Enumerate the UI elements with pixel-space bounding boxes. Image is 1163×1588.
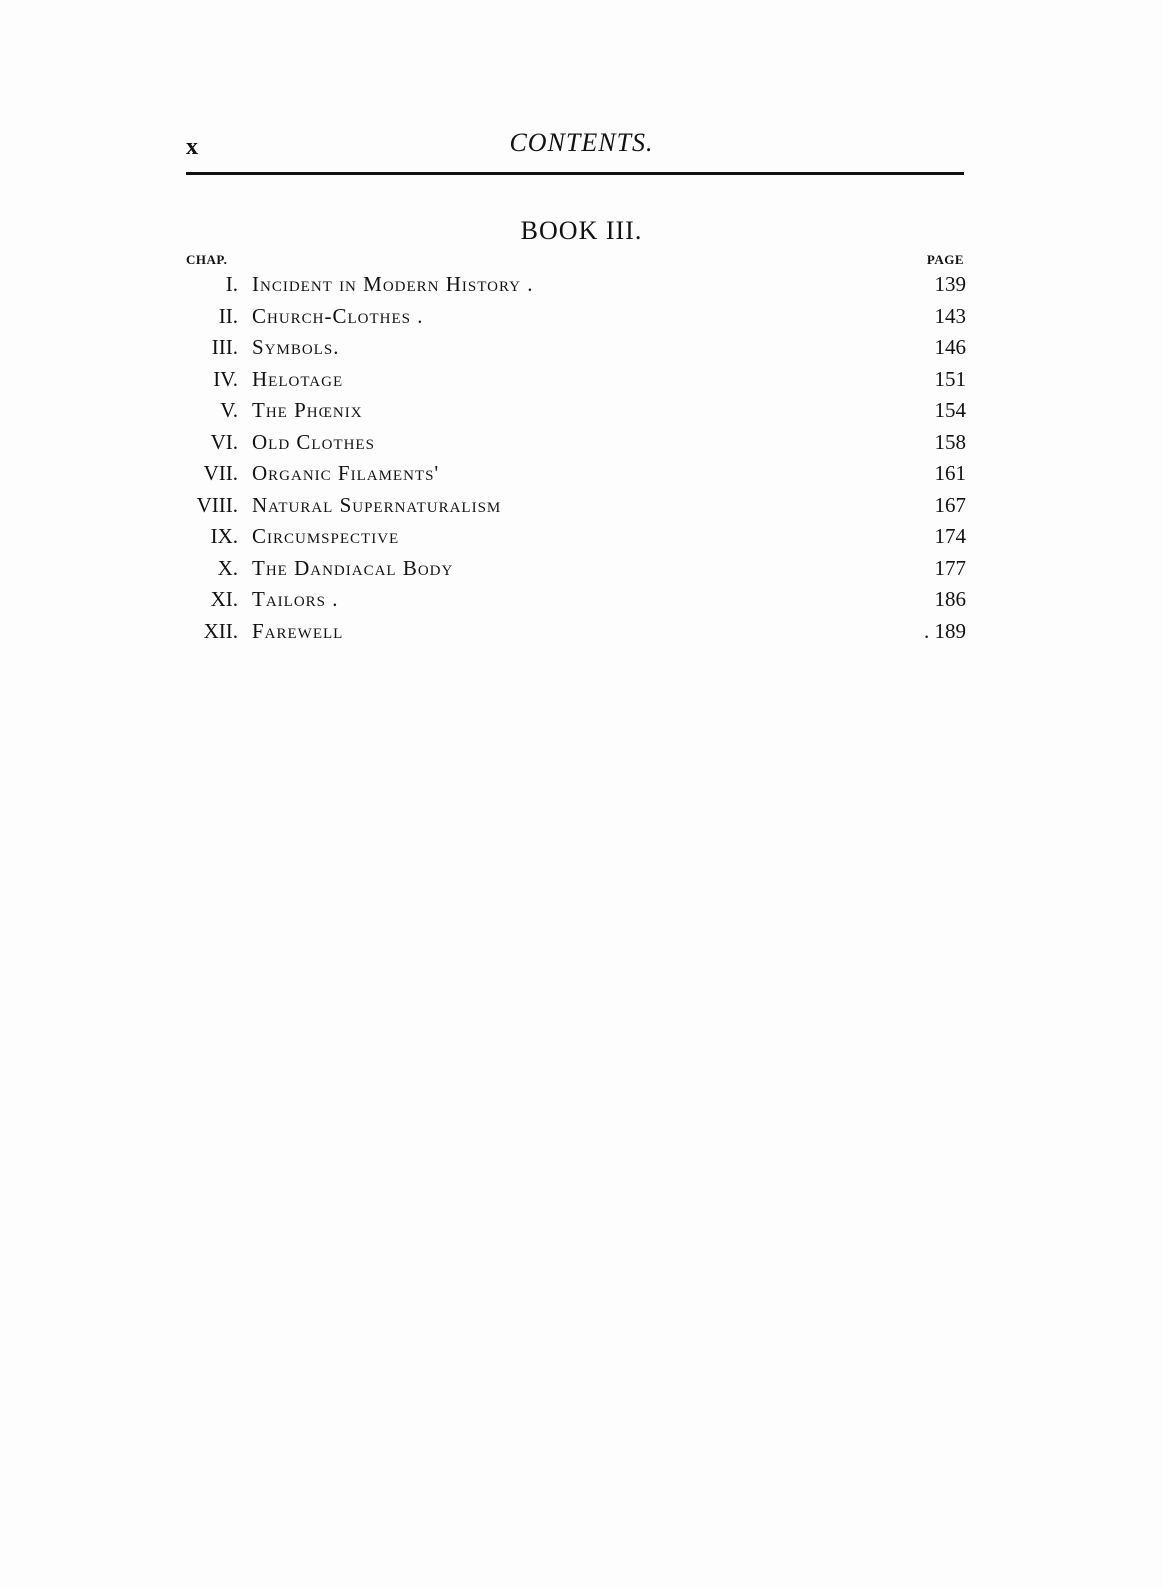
chapter-title: Circumspective — [252, 524, 400, 548]
toc-row — [186, 491, 966, 523]
chapter-number: VI. — [210, 429, 238, 454]
chapter-number: VIII. — [196, 492, 238, 517]
chap-column-label: CHAP. — [186, 252, 228, 267]
toc-row — [186, 459, 966, 491]
chapter-number: XII. — [203, 618, 238, 643]
chapter-title: The Phœnix — [252, 398, 363, 422]
chapter-page: 143 — [934, 303, 966, 328]
chapter-page: 174 — [934, 524, 966, 548]
toc-row — [186, 270, 966, 302]
running-head: CONTENTS. — [509, 128, 654, 157]
header-rule — [186, 172, 964, 175]
toc-row — [186, 617, 966, 649]
chapter-page: 146 — [934, 335, 966, 359]
chapter-page: 161 — [934, 461, 966, 485]
toc-row — [186, 396, 966, 428]
chapter-page: . 189 — [924, 618, 966, 643]
chapter-number: IX. — [210, 524, 238, 548]
chapter-page: 151 — [934, 366, 966, 391]
chapter-title: The Dandiacal Body — [252, 555, 454, 580]
chapter-number: I. — [225, 272, 238, 296]
chapter-number: II. — [218, 303, 238, 328]
page-column-label: PAGE — [926, 252, 964, 267]
chapter-number: XI. — [210, 587, 238, 611]
chapter-page: 158 — [934, 429, 966, 454]
chapter-number: VII. — [203, 461, 238, 485]
chapter-page: 186 — [934, 587, 966, 611]
chapter-title: Tailors . — [252, 587, 339, 611]
chapter-page: 177 — [934, 555, 966, 580]
folio-number: x — [186, 134, 198, 160]
toc-row — [186, 554, 966, 586]
chapter-title: Organic Filaments' — [252, 461, 440, 485]
toc-row — [186, 585, 966, 617]
chapter-page: 167 — [934, 492, 966, 517]
chapter-title: Natural Supernaturalism — [252, 492, 502, 517]
chapter-title: Symbols. — [252, 335, 340, 359]
toc-row — [186, 302, 966, 334]
chapter-page: 139 — [934, 272, 966, 296]
chapter-title: Old Clothes — [252, 429, 375, 454]
chapter-title: Helotage — [252, 366, 344, 391]
toc-row — [186, 522, 966, 554]
chapter-number: X. — [217, 555, 238, 580]
chapter-title: Incident in Modern History . — [252, 272, 534, 296]
toc-row — [186, 333, 966, 365]
book-heading: BOOK III. — [520, 216, 643, 245]
chapter-page: 154 — [934, 398, 966, 422]
chapter-number: V. — [220, 398, 238, 422]
chapter-number: III. — [211, 335, 238, 359]
chapter-title: Farewell — [252, 618, 344, 643]
table-of-contents — [186, 270, 966, 648]
toc-row — [186, 428, 966, 460]
toc-row — [186, 365, 966, 397]
chapter-title: Church-Clothes . — [252, 303, 424, 328]
chapter-number: IV. — [213, 366, 238, 391]
